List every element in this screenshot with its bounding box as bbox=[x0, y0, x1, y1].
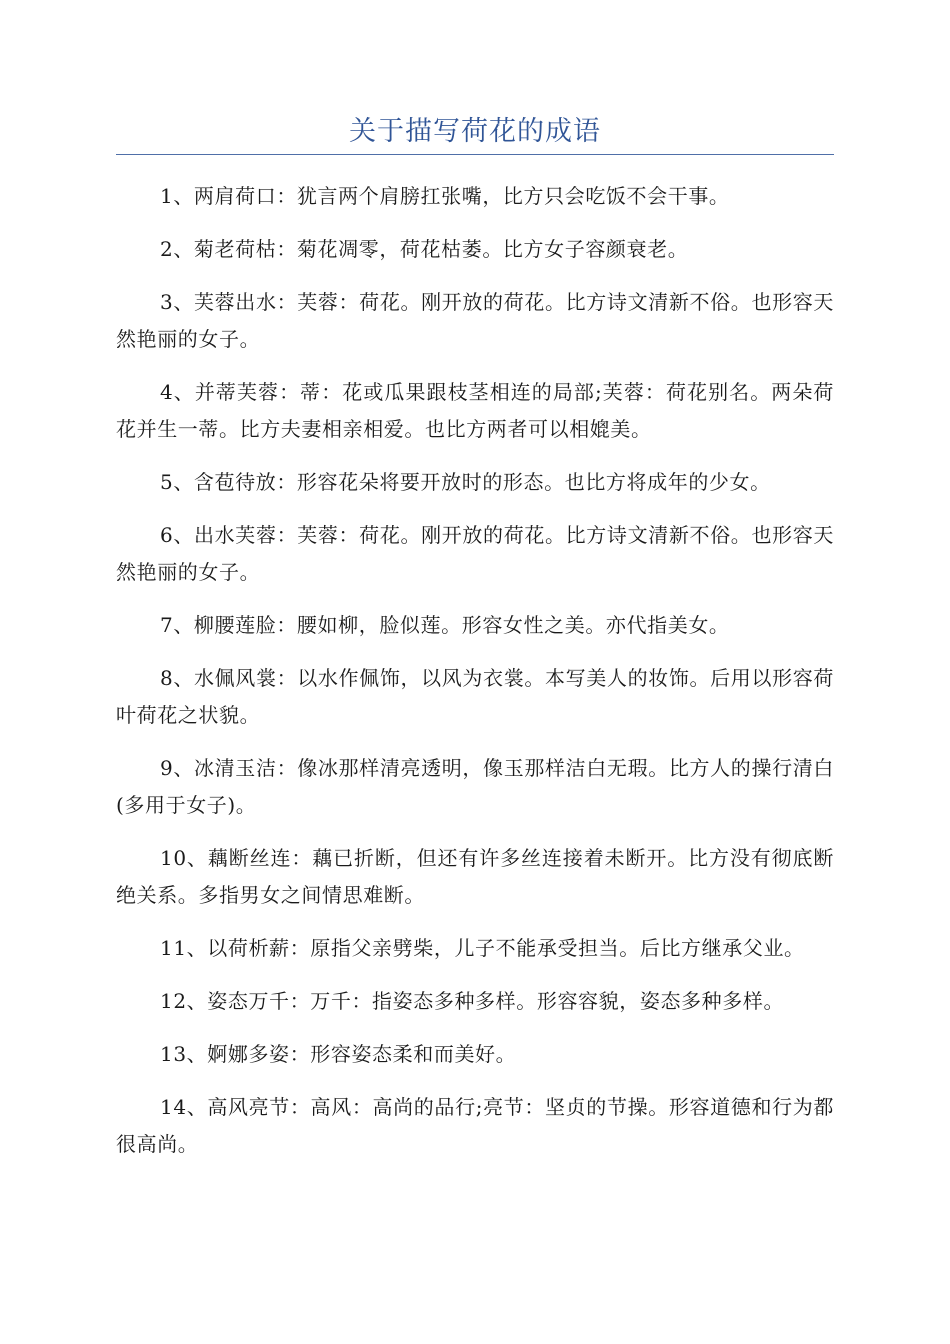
idiom-entry-5: 5、含苞待放：形容花朵将要开放时的形态。也比方将成年的少女。 bbox=[160, 470, 771, 494]
idiom-entry-11: 11、以荷析薪：原指父亲劈柴，儿子不能承受担当。后比方继承父业。 bbox=[160, 936, 805, 960]
idiom-entry-2: 2、菊老荷枯：菊花凋零，荷花枯萎。比方女子容颜衰老。 bbox=[160, 237, 689, 261]
idiom-entry-14: 14、高风亮节：高风：高尚的品行;亮节：坚贞的节操。形容道德和行为都很高尚。 bbox=[116, 1095, 834, 1156]
idiom-entry-13: 13、婀娜多姿：形容姿态柔和而美好。 bbox=[160, 1042, 517, 1066]
idiom-entry-12: 12、姿态万千：万千：指姿态多种多样。形容容貌，姿态多种多样。 bbox=[160, 989, 785, 1013]
idiom-entry-4: 4、并蒂芙蓉：蒂：花或瓜果跟枝茎相连的局部;芙蓉：荷花别名。两朵荷花并生一蒂。比方夫妻相亲相爱。也比方两者可以相媲美。 bbox=[116, 380, 834, 441]
idiom-entry-9: 9、冰清玉洁：像冰那样清亮透明，像玉那样洁白无瑕。比方人的操行清白(多用于女子)。 bbox=[116, 756, 834, 817]
idiom-entry-1: 1、两肩荷口：犹言两个肩膀扛张嘴，比方只会吃饭不会干事。 bbox=[160, 184, 730, 208]
page-title: 关于描写荷花的成语 bbox=[349, 116, 601, 147]
idiom-entry-10: 10、藕断丝连：藕已折断，但还有许多丝连接着未断开。比方没有彻底断绝关系。多指男女之间情思难断。 bbox=[116, 846, 834, 907]
idiom-entry-6: 6、出水芙蓉：芙蓉：荷花。刚开放的荷花。比方诗文清新不俗。也形容天然艳丽的女子。 bbox=[116, 523, 834, 584]
idiom-entry-3: 3、芙蓉出水：芙蓉：荷花。刚开放的荷花。比方诗文清新不俗。也形容天然艳丽的女子。 bbox=[116, 290, 834, 351]
idiom-entry-8: 8、水佩风裳：以水作佩饰，以风为衣裳。本写美人的妆饰。后用以形容荷叶荷花之状貌。 bbox=[116, 666, 834, 727]
idiom-entry-7: 7、柳腰莲脸：腰如柳，脸似莲。形容女性之美。亦代指美女。 bbox=[160, 613, 730, 637]
title-underline bbox=[116, 154, 834, 155]
idiom-list bbox=[116, 178, 834, 1179]
